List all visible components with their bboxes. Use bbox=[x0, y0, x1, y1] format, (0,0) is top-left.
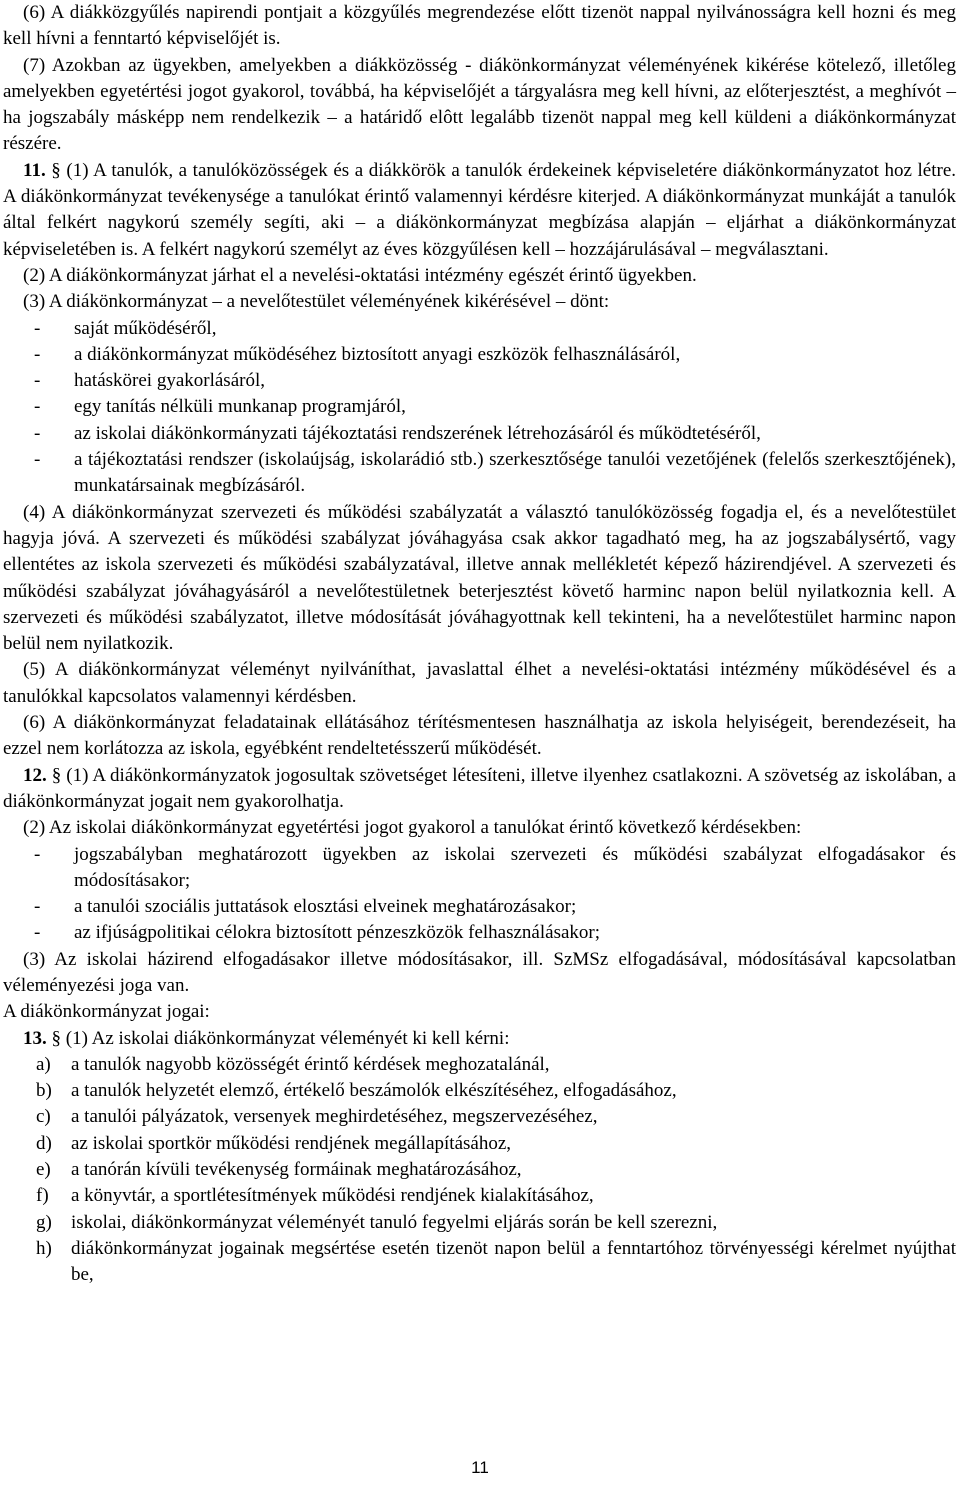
section-13-paragraph-1 bbox=[3, 1026, 956, 1052]
list-item bbox=[3, 920, 956, 946]
section-11-p3-list bbox=[3, 316, 956, 500]
section-13-number: 13. bbox=[23, 1027, 47, 1049]
dash-marker: - bbox=[34, 370, 41, 392]
list-item-text: jogszabályban meghatározott ügyekben az iskolai szervezeti és működési szabályzat elfogadásakor és módosításakor; bbox=[74, 843, 956, 891]
list-item-text: a tanulók helyzetét elemző, értékelő beszámolók elkészítéséhez, elfogadásához, bbox=[71, 1080, 677, 1102]
section-11-paragraph-1 bbox=[3, 158, 956, 263]
dash-marker: - bbox=[34, 396, 41, 418]
list-item-text: saját működéséről, bbox=[74, 317, 217, 339]
section-13-p1-text: § (1) Az iskolai diákönkormányzat véleményét ki kell kérni: bbox=[51, 1027, 510, 1049]
section-12-p2-list bbox=[3, 842, 956, 947]
section-11-p1-text: § (1) A tanulók, a tanulóközösségek és a diákkörök a tanulók érdekeinek képviseletére diákönkormányzatot hoz létre. A diákönkormányzat tevékenysége a tanulókat érintő valamennyi kérdésre kiterjed. A diákönkormányzat munkáját a tanulók által felkért nagykorú személy segíti, aki – a diákönkormányzat megbízása alapján – eljárhat a diákönkormányzat képviseletében is. A felkért nagykorú személyt az éves közgyűlésen kell – hozzájárulásával – megválasztani. bbox=[3, 159, 956, 260]
section-12-number: 12. bbox=[23, 764, 47, 786]
list-item bbox=[3, 447, 956, 500]
list-item bbox=[3, 1236, 956, 1289]
page-number: 11 bbox=[471, 1458, 489, 1477]
list-item bbox=[3, 894, 956, 920]
list-item-text: a diákönkormányzat működéséhez biztosított anyagi eszközök felhasználásáról, bbox=[74, 343, 681, 365]
section-11-paragraph-2: (2) A diákönkormányzat járhat el a nevelési-oktatási intézmény egészét érintő ügyekben. bbox=[23, 264, 697, 286]
list-item bbox=[3, 1078, 956, 1104]
letter-marker: c) bbox=[36, 1106, 51, 1128]
section-11-number: 11. bbox=[23, 159, 46, 181]
section-11-paragraph-4: (4) A diákönkormányzat szervezeti és működési szabályzatát a választó tanulóközösség fogadja el, és a nevelőtestület hagyja jóvá. A szervezeti és működési szabályzat jóváhagyása csak akkor tagadható meg, ha az jogszabálysértő, vagy ellentétes az iskola szervezeti és működési szabályzatával, illetve annak mellékletét képező házirendjével. A szervezeti és működési szabályzat jóváhagyásáról a nevelőtestületnek beterjesztést követő harminc napon belül nyilatkoznia kell. A szervezeti és működési szabályzatot, illetve módosítását jóváhagyottnak kell tekinteni, ha a nevelőtestület harminc napon belül nem nyilatkozik. bbox=[3, 501, 956, 655]
list-item bbox=[3, 1104, 956, 1130]
dash-marker: - bbox=[34, 843, 41, 865]
dash-marker: - bbox=[34, 896, 41, 918]
list-item bbox=[3, 1157, 956, 1183]
list-item bbox=[3, 421, 956, 447]
list-item bbox=[3, 1183, 956, 1209]
dash-marker: - bbox=[34, 317, 41, 339]
letter-marker: g) bbox=[36, 1211, 52, 1233]
section-12-paragraph-1 bbox=[3, 763, 956, 816]
letter-marker: h) bbox=[36, 1237, 52, 1259]
list-item bbox=[3, 1052, 956, 1078]
list-item-text: az ifjúságpolitikai célokra biztosított pénzeszközök felhasználásakor; bbox=[74, 922, 600, 944]
paragraph-6-diakkozgyules: (6) A diákközgyűlés napirendi pontjait a közgyűlés megrendezése előtt tizenöt nappal nyilvánosságra kell hozni és meg kell hívni a fenntartó képviselőjét is. bbox=[3, 2, 956, 50]
section-13-list bbox=[3, 1052, 956, 1289]
list-item-text: a tanulói szociális juttatások elosztási elveinek meghatározásakor; bbox=[74, 896, 577, 918]
list-item-text: egy tanítás nélküli munkanap programjáról, bbox=[74, 396, 406, 418]
letter-marker: e) bbox=[36, 1159, 51, 1181]
list-item bbox=[3, 1131, 956, 1157]
section-11-paragraph-6: (6) A diákönkormányzat feladatainak ellátásához térítésmentesen használhatja az iskola helyiségeit, berendezéseit, ha ezzel nem korlátozza az iskola, egyébként rendeltetésszerű működését. bbox=[3, 712, 956, 760]
list-item bbox=[3, 394, 956, 420]
letter-marker: f) bbox=[36, 1185, 49, 1207]
jogai-heading: A diákönkormányzat jogai: bbox=[3, 1001, 210, 1023]
list-item-text: a tanórán kívüli tevékenység formáinak meghatározásához, bbox=[71, 1159, 522, 1181]
dash-marker: - bbox=[34, 449, 41, 471]
dash-marker: - bbox=[34, 422, 41, 444]
list-item-text: hatáskörei gyakorlásáról, bbox=[74, 370, 265, 392]
section-11-paragraph-5: (5) A diákönkormányzat véleményt nyilváníthat, javaslattal élhet a nevelési-oktatási intézmény működésével és a tanulókkal kapcsolatos valamennyi kérdésben. bbox=[3, 659, 956, 707]
letter-marker: b) bbox=[36, 1080, 52, 1102]
letter-marker: d) bbox=[36, 1132, 52, 1154]
list-item-text: a tanulói pályázatok, versenyek meghirdetéséhez, megszervezéséhez, bbox=[71, 1106, 598, 1128]
section-12-paragraph-2: (2) Az iskolai diákönkormányzat egyetértési jogot gyakorol a tanulókat érintő következő kérdésekben: bbox=[23, 817, 802, 839]
dash-marker: - bbox=[34, 922, 41, 944]
list-item bbox=[3, 342, 956, 368]
section-11-paragraph-3: (3) A diákönkormányzat – a nevelőtestület véleményének kikérésével – dönt: bbox=[23, 291, 610, 313]
list-item-text: iskolai, diákönkormányzat véleményét tanuló fegyelmi eljárás során be kell szerezni, bbox=[71, 1211, 718, 1233]
list-item-text: a tájékoztatási rendszer (iskolaújság, iskolarádió stb.) szerkesztősége tanulói vezetőjének (felelős szerkesztőjének), munkatársainak megbízásáról. bbox=[74, 449, 956, 497]
list-item-text: diákönkormányzat jogainak megsértése esetén tizenöt napon belül a fenntartóhoz törvényességi kérelmet nyújthat be, bbox=[71, 1237, 956, 1286]
list-item bbox=[3, 368, 956, 394]
list-item bbox=[3, 316, 956, 342]
paragraph-7-velemeny: (7) Azokban az ügyekben, amelyekben a diákközösség - diákönkormányzat véleményének kikérése kötelező, illetőleg amelyekben egyetértési jogot gyakorol, továbbá, ha képviselőjét a tárgyalásra meg kell hívni, az előterjesztést, a meghívót – ha jogszabály másképp nem rendelkezik – a határidő elôtt legalább tizenöt nappal meg kell küldeni a diákönkormányzat részére. bbox=[3, 54, 956, 155]
section-12-p1-text: § (1) A diákönkormányzatok jogosultak szövetséget létesíteni, illetve ilyenhez csatlakozni. A szövetség az iskolában, a diákönkormányzat jogait nem gyakorolhatja. bbox=[3, 764, 957, 812]
section-12-paragraph-3: (3) Az iskolai házirend elfogadásakor illetve módosításakor, ill. SzMSz elfogadásával, módosításával kapcsolatban véleményezési joga van. bbox=[3, 948, 956, 996]
letter-marker: a) bbox=[36, 1053, 51, 1075]
list-item-text: az iskolai diákönkormányzati tájékoztatási rendszerének létrehozásáról és működtetéséről, bbox=[74, 422, 761, 444]
dash-marker: - bbox=[34, 343, 41, 365]
list-item bbox=[3, 842, 956, 895]
list-item bbox=[3, 1210, 956, 1236]
list-item-text: a tanulók nagyobb közösségét érintő kérdések meghozatalánál, bbox=[71, 1053, 550, 1075]
list-item-text: az iskolai sportkör működési rendjének megállapításához, bbox=[71, 1132, 512, 1154]
list-item-text: a könyvtár, a sportlétesítmények működési rendjének kialakításához, bbox=[71, 1185, 594, 1207]
